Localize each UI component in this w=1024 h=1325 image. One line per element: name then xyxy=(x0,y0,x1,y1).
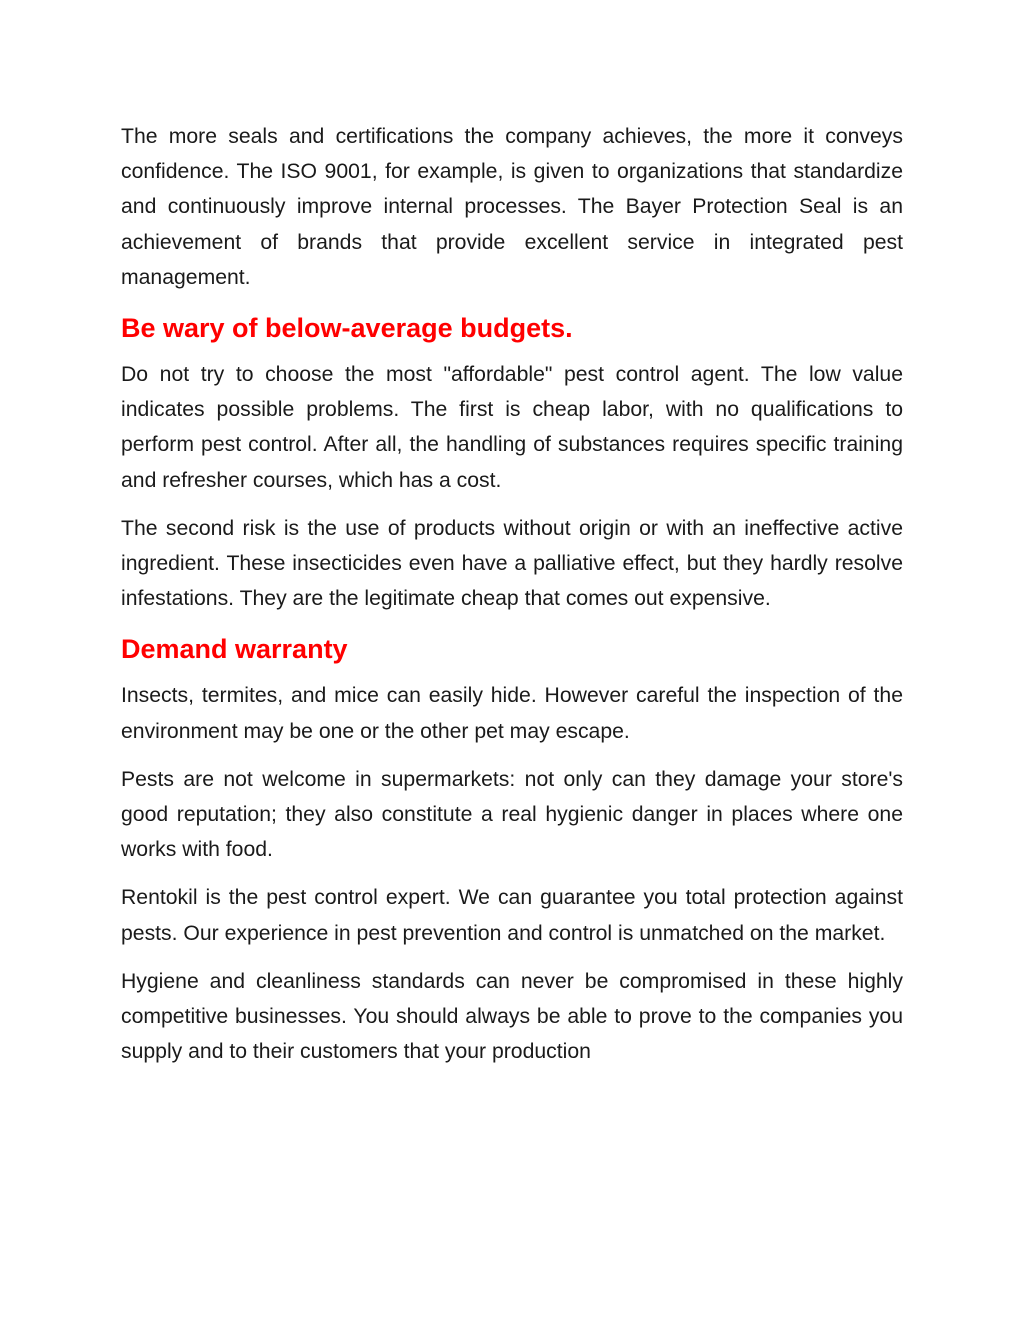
warranty-paragraph-2: Pests are not welcome in supermarkets: not only can they damage your store's good reputation; they also constitute a real hygienic danger in places where one works with food. xyxy=(121,767,903,862)
document-page xyxy=(121,119,903,1069)
heading-warranty: Demand warranty xyxy=(121,634,348,665)
heading-budgets: Be wary of below-average budgets. xyxy=(121,313,573,344)
budgets-paragraph-1: Do not try to choose the most "affordable" pest control agent. The low value indicates possible problems. The first is cheap labor, with no qualifications to perform pest control. After all, the handling of substances requires specific training and refresher courses, which has a cost. xyxy=(121,363,903,492)
warranty-paragraph-4: Hygiene and cleanliness standards can never be compromised in these highly competitive businesses. You should always be able to prove to the companies you supply and to their customers that your production xyxy=(121,969,903,1064)
warranty-paragraph-3: Rentokil is the pest control expert. We can guarantee you total protection against pests. Our experience in pest prevention and control is unmatched on the market. xyxy=(121,886,903,945)
intro-paragraph: The more seals and certifications the company achieves, the more it conveys confidence. The ISO 9001, for example, is given to organizations that standardize and continuously improve internal processes. The Bayer Protection Seal is an achievement of brands that provide excellent service in integrated pest management. xyxy=(121,125,903,289)
budgets-paragraph-2: The second risk is the use of products without origin or with an ineffective active ingredient. These insecticides even have a palliative effect, but they hardly resolve infestations. They are the legitimate cheap that comes out expensive. xyxy=(121,516,903,611)
warranty-paragraph-1: Insects, termites, and mice can easily hide. However careful the inspection of the environment may be one or the other pet may escape. xyxy=(121,684,903,743)
